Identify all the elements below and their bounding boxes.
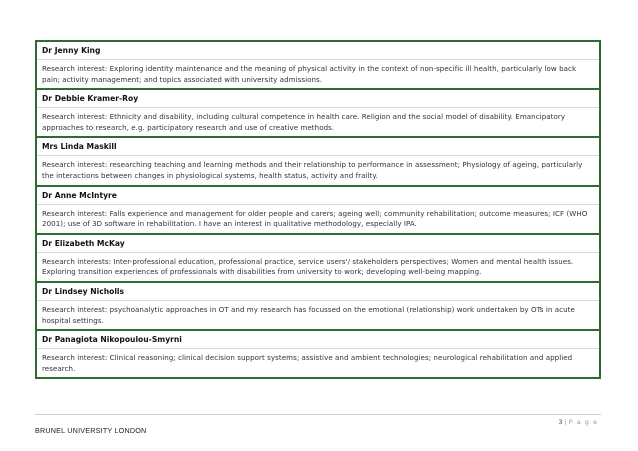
staff-research-table — [35, 40, 601, 379]
staff-name: Dr Debbie Kramer-Roy — [37, 90, 599, 108]
staff-row — [37, 281, 599, 329]
staff-name: Dr Jenny King — [37, 42, 599, 60]
research-interest: Research interest: Falls experience and management for older people and carers; ageing well; community rehabilitation; outcome measures; ICF (WHO 2001); use of 3D software in rehabilitation. I have an interest in qualitative methodology, especially IPA. — [42, 208, 588, 229]
staff-name: Dr Anne McIntyre — [37, 187, 599, 205]
staff-row — [37, 88, 599, 136]
staff-row — [37, 233, 599, 281]
staff-name: Mrs Linda Maskill — [37, 138, 599, 156]
page-number-separator: | — [564, 418, 567, 426]
staff-row — [37, 185, 599, 233]
research-interest: Research interest: Ethnicity and disability, including cultural competence in health care. Religion and the social model of disability. Emancipatory approaches to research, e.g. participatory research and use of creative methods. — [42, 112, 566, 132]
staff-name: Dr Panagiota Nikopoulou-Smyrni — [37, 331, 599, 349]
research-interest: Research interest: Clinical reasoning; clinical decision support systems; assistive and ambient technologies; neurological rehabilitation and applied research. — [42, 353, 573, 373]
page-label: P a g e — [568, 418, 598, 426]
research-interest: Research interest: Exploring identity maintenance and the meaning of physical activity in the context of non-specific ill health, particularly low back pain; activity management; and topics associated with university admissions. — [42, 64, 577, 84]
research-interest: Research interest: researching teaching and learning methods and their relationship to performance in assessment; Physiology of ageing, particularly the interactions between changes in physiological systems, health status, activity and frailty. — [42, 160, 583, 180]
research-interest: Research interests: Inter-professional education, professional practice, service users'/ stakeholders perspectives; Women and mental health issues. Exploring transition experiences of professionals with disabilities from university to work; developing well-being mapping. — [42, 256, 574, 277]
page-number-value: 3 — [558, 418, 563, 426]
staff-row — [37, 329, 599, 377]
research-interest: Research interest: psychoanalytic approaches in OT and my research has focussed on the emotional (relationship) work undertaken by OTs in acute hospital settings. — [42, 304, 575, 325]
staff-name: Dr Elizabeth McKay — [37, 235, 599, 253]
staff-row — [37, 42, 599, 88]
page-number — [558, 418, 598, 426]
footer-divider — [35, 414, 601, 415]
staff-row — [37, 136, 599, 184]
institution-name: BRUNEL UNIVERSITY LONDON — [35, 426, 147, 435]
staff-name: Dr Lindsey Nicholls — [37, 283, 599, 301]
